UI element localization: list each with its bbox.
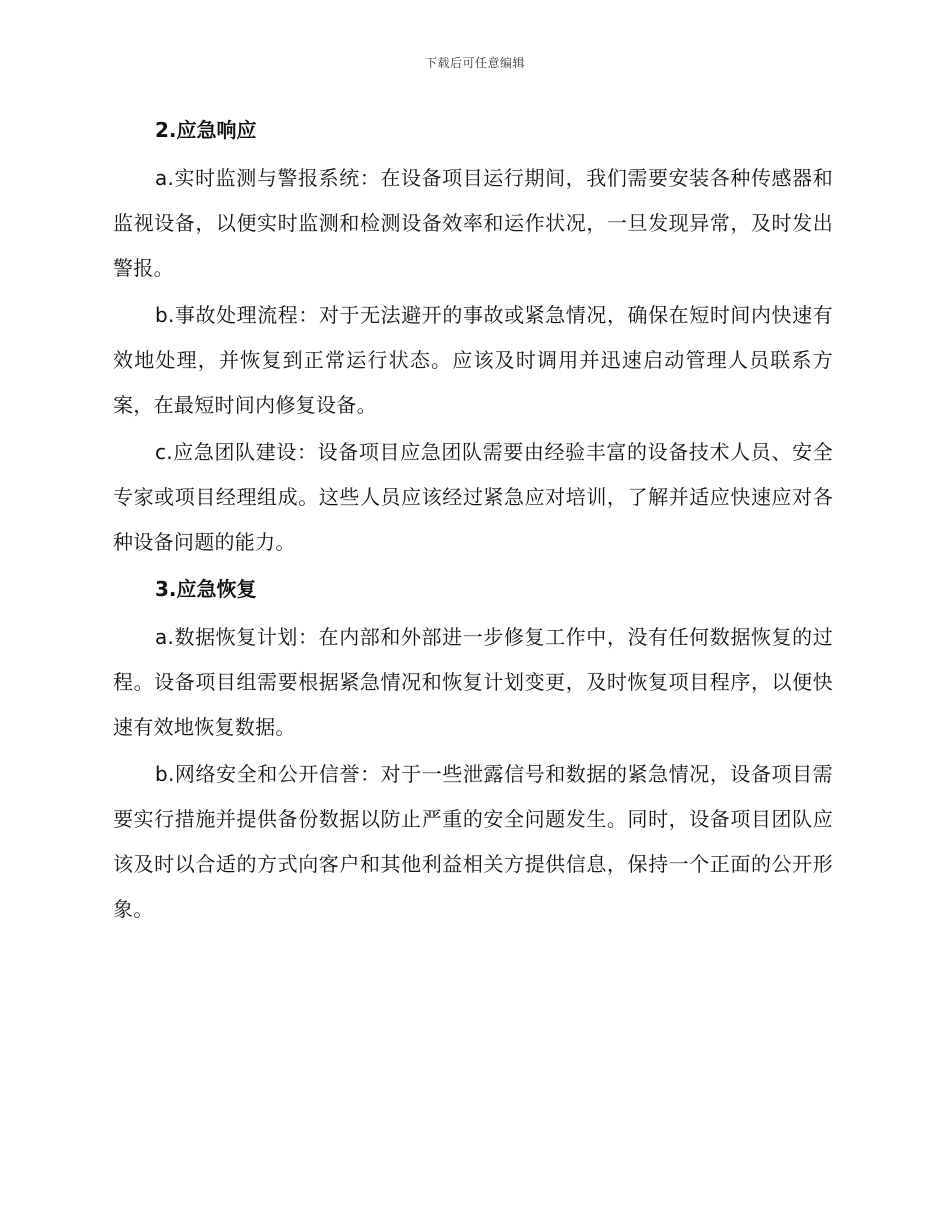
section-emergency-recovery bbox=[113, 569, 833, 932]
paragraph: a.实时监测与警报系统：在设备项目运行期间，我们需要安装各种传感器和监视设备，以便实时监测和检测设备效率和运作状况，一旦发现异常，及时发出警报。 bbox=[113, 166, 833, 280]
section-heading: 3.应急恢复 bbox=[155, 577, 257, 601]
document-body bbox=[113, 110, 833, 936]
paragraph: b.事故处理流程：对于无法避开的事故或紧急情况，确保在短时间内快速有效地处理，并恢复到正常运行状态。应该及时调用并迅速启动管理人员联系方案，在最短时间内修复设备。 bbox=[113, 303, 833, 417]
paragraph: c.应急团队建设：设备项目应急团队需要由经验丰富的设备技术人员、安全专家或项目经理组成。这些人员应该经过紧急应对培训，了解并适应快速应对各种设备问题的能力。 bbox=[113, 440, 833, 554]
header-note: 下载后可任意编辑 bbox=[424, 56, 525, 70]
section-emergency-response bbox=[113, 110, 833, 565]
paragraph: a.数据恢复计划：在内部和外部进一步修复工作中，没有任何数据恢复的过程。设备项目组需要根据紧急情况和恢复计划变更，及时恢复项目程序，以便快速有效地恢复数据。 bbox=[113, 625, 833, 739]
paragraph: b.网络安全和公开信誉：对于一些泄露信号和数据的紧急情况，设备项目需要实行措施并提供备份数据以防止严重的安全问题发生。同时，设备项目团队应该及时以合适的方式向客户和其他利益相关方提供信息，保持一个正面的公开形象。 bbox=[113, 762, 833, 921]
section-heading: 2.应急响应 bbox=[155, 118, 257, 142]
